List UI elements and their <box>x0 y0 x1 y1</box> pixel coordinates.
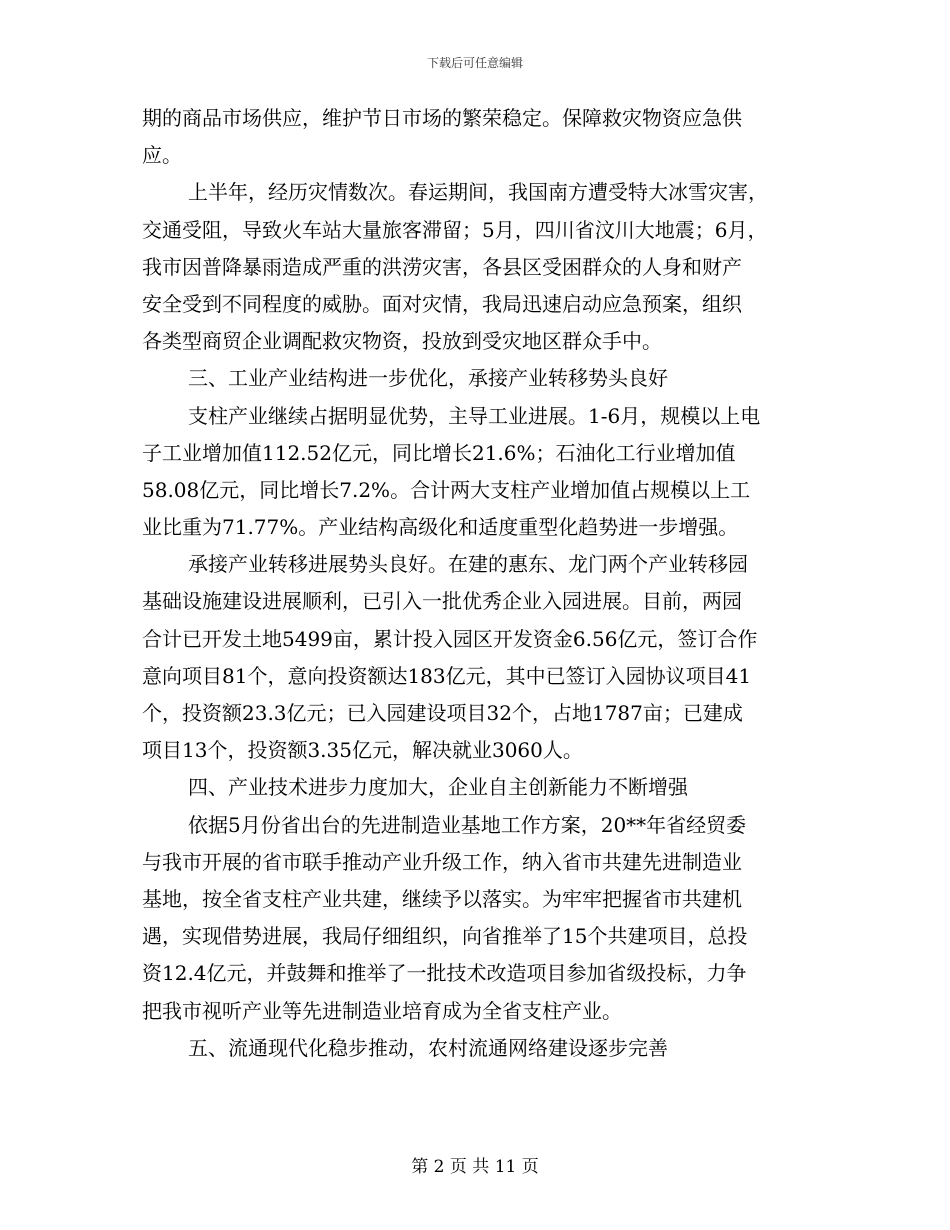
text-line: 业比重为71.77%。产业结构高级化和适度重型化趋势进一步增强。 <box>142 515 739 540</box>
text-line: 意向项目81个，意向投资额达183亿元，其中已签订入园协议项目41 <box>142 663 752 688</box>
text-line: 承接产业转移进展势头良好。在建的惠东、龙门两个产业转移园 <box>188 552 748 577</box>
text-line: 五、流通现代化稳步推动，农村流通网络建设逐步完善 <box>188 1035 668 1060</box>
text-line: 支柱产业继续占据明显优势，主导工业进展。1-6月，规模以上电 <box>188 403 761 428</box>
text-line: 基地，按全省支柱产业共建，继续予以落实。为牢牢把握省市共建机 <box>142 886 742 911</box>
document-body <box>142 100 810 1067</box>
text-line: 个，投资额23.3亿元；已入园建设项目32个，占地1787亩；已建成 <box>142 701 743 725</box>
text-line: 资12.4亿元，并鼓舞和推举了一批技术改造项目参加省级投标，力争 <box>142 961 747 986</box>
text-line: 各类型商贸企业调配救灾物资，投放到受灾地区群众手中。 <box>142 329 662 354</box>
text-line: 合计已开发土地5499亩，累计投入园区开发资金6.56亿元，签订合作 <box>142 626 758 651</box>
text-line: 应。 <box>142 143 182 168</box>
text-line: 项目13个，投资额3.35亿元，解决就业3060人。 <box>142 738 583 763</box>
text-line: 上半年，经历灾情数次。春运期间，我国南方遭受特大冰雪灾害， <box>188 180 768 205</box>
text-line: 三、工业产业结构进一步优化，承接产业转移势头良好 <box>188 366 668 391</box>
text-line: 子工业增加值112.52亿元，同比增长21.6%；石油化工行业增加值 <box>142 440 736 465</box>
text-line: 四、产业技术进步力度加大，企业自主创新能力不断增强 <box>188 775 688 800</box>
page-footer: 第 2 页 共 11 页 <box>411 1157 539 1177</box>
text-line: 我市因普降暴雨造成严重的洪涝灾害，各县区受困群众的人身和财产 <box>142 254 742 279</box>
text-line: 依据5月份省出台的先进制造业基地工作方案，20**年省经贸委 <box>188 812 747 837</box>
text-line: 交通受阻，导致火车站大量旅客滞留；5月，四川省汶川大地震；6月， <box>142 217 768 242</box>
text-line: 遇，实现借势进展，我局仔细组织，向省推举了15个共建项目，总投 <box>142 924 748 949</box>
text-line: 基础设施建设进展顺利，已引入一批优秀企业入园进展。目前，两园 <box>142 589 742 614</box>
page-header: 下载后可任意编辑 <box>426 56 523 70</box>
text-line: 58.08亿元，同比增长7.2%。合计两大支柱产业增加值占规模以上工 <box>142 477 751 502</box>
text-line: 把我市视听产业等先进制造业培育成为全省支柱产业。 <box>142 998 622 1023</box>
text-line: 期的商品市场供应，维护节日市场的繁荣稳定。保障救灾物资应急供 <box>142 106 742 130</box>
text-line: 安全受到不同程度的威胁。面对灾情，我局迅速启动应急预案，组织 <box>142 291 742 316</box>
text-line: 与我市开展的省市联手推动产业升级工作，纳入省市共建先进制造业 <box>142 849 742 874</box>
